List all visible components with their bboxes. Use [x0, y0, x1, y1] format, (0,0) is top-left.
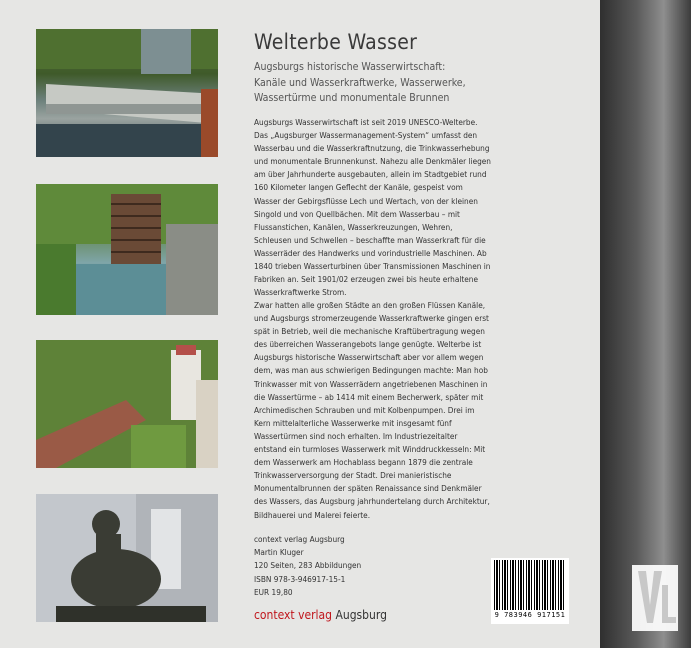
publisher-logo — [254, 608, 387, 622]
fountain-statue-illustration — [36, 494, 218, 622]
body-paragraph-1: Augsburgs Wasserwirtschaft ist seit 2019 UNESCO-Welterbe. Das „Augsburger Wassermanagement-System“ umfasst den Wasserbau und die Wasserkraftnutzung, die Trinkwasserhebung und monumentale Brunnenkunst. Nahezu alle Denkmäler liegen am über Jahrhunderte ausgebauten, allein im Stadtgebiet rund 160 Kilometer langen Geflecht der Kanäle, gespeist vom Wasser der Gebirgsflüsse Lech und Wertach, von der kleinen Singold und von Quellbächen. Mit dem Wasserbau – mit Flussanstichen, Kanälen, Wasserkreuzungen, Wehren, Schleusen und Schwellen – beschaffte man Wasserkraft für die Wasserräder des Handwerks und vorindustrielle Maschinen. Ab 1840 trieben Wasserturbinen über Transmissionen Maschinen in Fabriken an. Seit 1901/02 erzeugen zwei bis heute erhaltene Wasserkraftwerke Strom. — [254, 117, 491, 298]
photo-fountain-statue — [36, 494, 218, 622]
publisher-name: context verlag — [254, 608, 333, 622]
canal-weir-illustration — [36, 29, 218, 157]
subtitle-line: Kanäle und Wasserkraftwerke, Wasserwerke, — [254, 76, 466, 89]
barcode-digits: 9 783946 917151 — [494, 611, 566, 619]
colophon-publisher: context verlag Augsburg — [254, 534, 345, 544]
page-title: Welterbe Wasser — [254, 30, 418, 54]
publisher-city: Augsburg — [335, 608, 387, 622]
barcode-bars — [494, 560, 566, 610]
water-towers-illustration — [36, 340, 218, 468]
vl-logo-icon — [632, 565, 678, 631]
waterwheel-illustration — [36, 184, 218, 315]
photo-canal-weir — [36, 29, 218, 157]
subtitle-line: Augsburgs historische Wasserwirtschaft: — [254, 61, 446, 73]
body-paragraph-2: Zwar hatten alle großen Städte an den großen Flüssen Kanäle, und Augsburgs stromerzeugende Wasserkraftwerke gingen erst spät in Betrieb, weil die mechanische Kraftübertragung wegen des überreichen Wasserangebots lange genügte. Welterbe ist Augsburgs historische Wasserwirtschaft aber vor allem wegen dem, was man aus schwierigen Bedingungen machte: Man hob Trinkwasser mit von Wasserrädern angetriebenen Maschinen in die Wassertürme – ab 1414 mit einem Becherwerk, später mit Archimedischen Schrauben und mit Kolbenpumpen. Drei im Kern mittelalterliche Wasserwerke mit insgesamt fünf Wassertürmen sind noch erhalten. Im Industriezeitalter entstand ein turmloses Wasserwerk mit Winddruckkesseln: Mit dem Wasserwerk am Hochablass begann 1879 die zentrale Trinkwasserversorgung der Stadt. Drei manieristische Monumentalbrunnen der späten Renaissance sind Denkmäler des Wassers, das Augsburg jahrhundertelang durch Architektur, Bildhauerei und Malerei feierte. — [254, 300, 490, 520]
photo-water-towers-aerial — [36, 340, 218, 468]
colophon-pages: 120 Seiten, 283 Abbildungen — [254, 560, 362, 571]
subtitle — [254, 60, 494, 107]
colophon-isbn: ISBN 978-3-946917-15-1 — [254, 573, 346, 584]
subtitle-line: Wassertürme und monumentale Brunnen — [254, 92, 450, 104]
colophon — [254, 533, 361, 599]
colophon-price: EUR 19,80 — [254, 586, 293, 597]
photo-bronze-fountain-closeup — [600, 0, 691, 648]
isbn-barcode — [491, 558, 569, 624]
photo-waterwheel-canal — [36, 184, 218, 315]
colophon-author: Martin Kluger — [254, 547, 304, 558]
